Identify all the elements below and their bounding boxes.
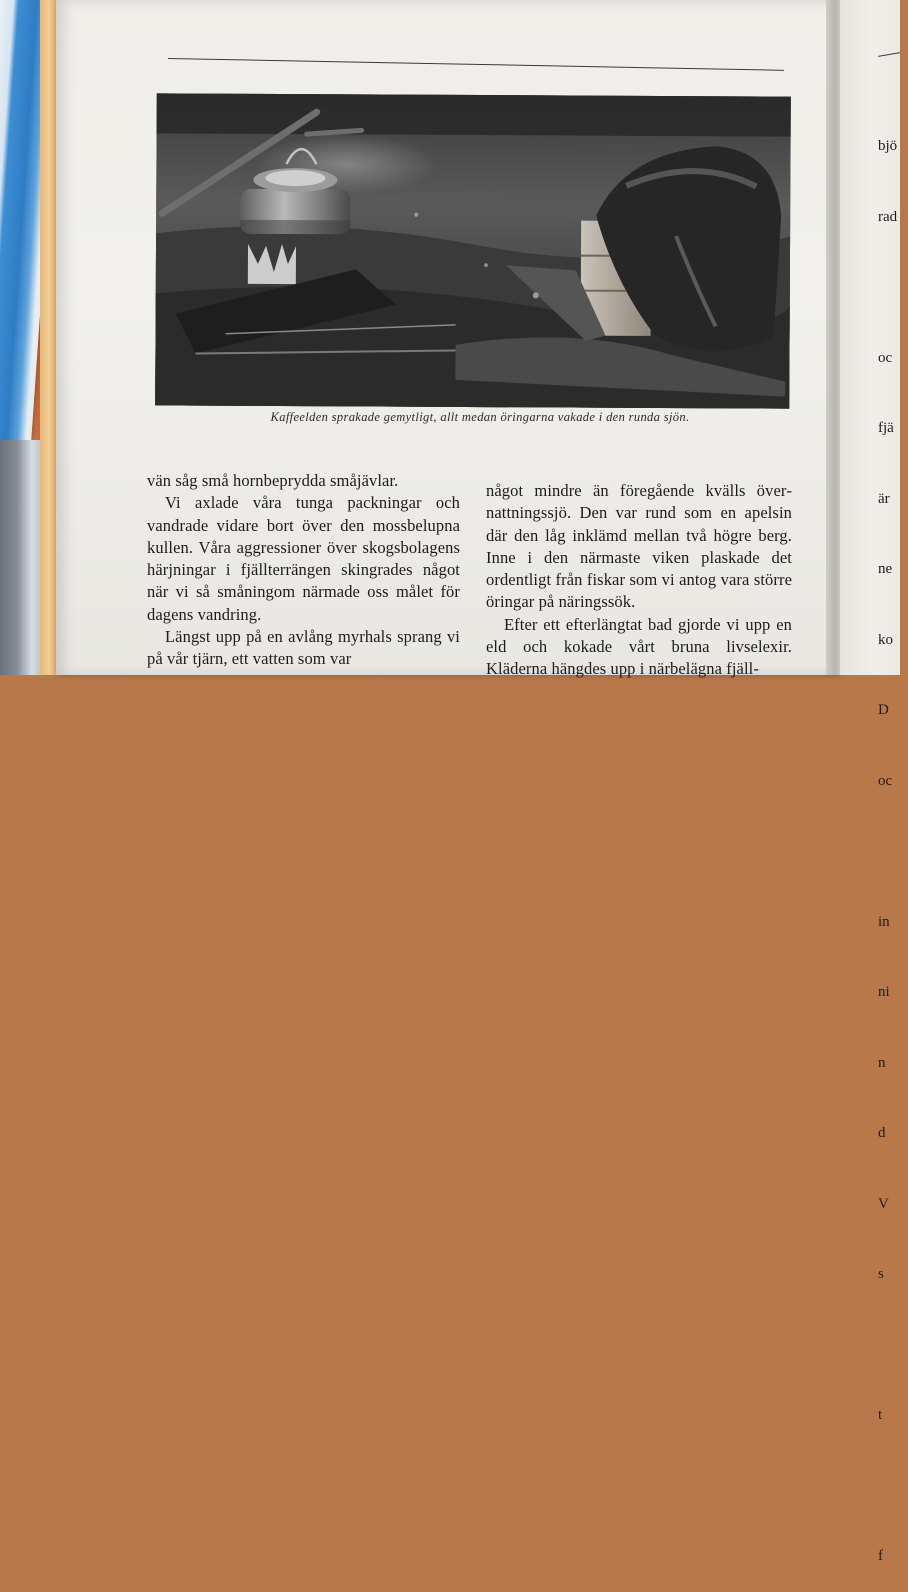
- fragment: oc: [878, 347, 908, 371]
- text-column-left: [147, 470, 460, 671]
- fragment: V: [878, 1193, 908, 1217]
- paragraph: vän såg små hornbeprydda småjävlar.: [147, 470, 460, 492]
- fragment: [878, 1475, 908, 1499]
- fragment: n: [878, 1052, 908, 1076]
- right-page-text-fragments: [878, 88, 908, 1592]
- fragment: bjö: [878, 135, 908, 159]
- fragment: ne: [878, 558, 908, 582]
- fragment: rad: [878, 206, 908, 230]
- fragment: D: [878, 699, 908, 723]
- fragment: [878, 840, 908, 864]
- fragment: t: [878, 1404, 908, 1428]
- fragment: ni: [878, 981, 908, 1005]
- fragment: [878, 1334, 908, 1358]
- text-column-right: [486, 480, 792, 681]
- fragment: oc: [878, 770, 908, 794]
- fragment: f: [878, 1545, 908, 1569]
- fragment: in: [878, 911, 908, 935]
- fragment: är: [878, 488, 908, 512]
- fragment: [878, 276, 908, 300]
- fragment: d: [878, 1122, 908, 1146]
- fragment: s: [878, 1263, 908, 1287]
- paragraph: Efter ett efterlängtat bad gjorde vi upp en eld och kokade vårt bruna livselexir. Kläderna hängdes upp i närbelägna fjäll-: [486, 614, 792, 681]
- campfire-photograph: [155, 93, 791, 408]
- paragraph: Längst upp på en avlång myrhals sprang vi på vår tjärn, ett vatten som var: [147, 626, 460, 671]
- fragment: fjä: [878, 417, 908, 441]
- fragment: ko: [878, 629, 908, 653]
- paragraph: något mindre än föregående kvälls övernattningssjö. Den var rund som en apelsin där den låg inklämd mellan två högre berg. Inne i den närmaste viken plaskade det ordentligt från fiskar som vi antog vara större öringar på näringssök.: [486, 480, 792, 614]
- photo-caption: Kaffeelden sprakade gemytligt, allt medan öringarna vakade i den runda sjön.: [150, 410, 810, 425]
- paragraph: Vi axlade våra tunga packningar och vandrade vidare bort över den mossbelupna kullen. Våra aggressioner över skogsbolagens härjningar i fjällterrängen skingrades något när vi så småningom närmade oss målet för dagens vandring.: [147, 492, 460, 626]
